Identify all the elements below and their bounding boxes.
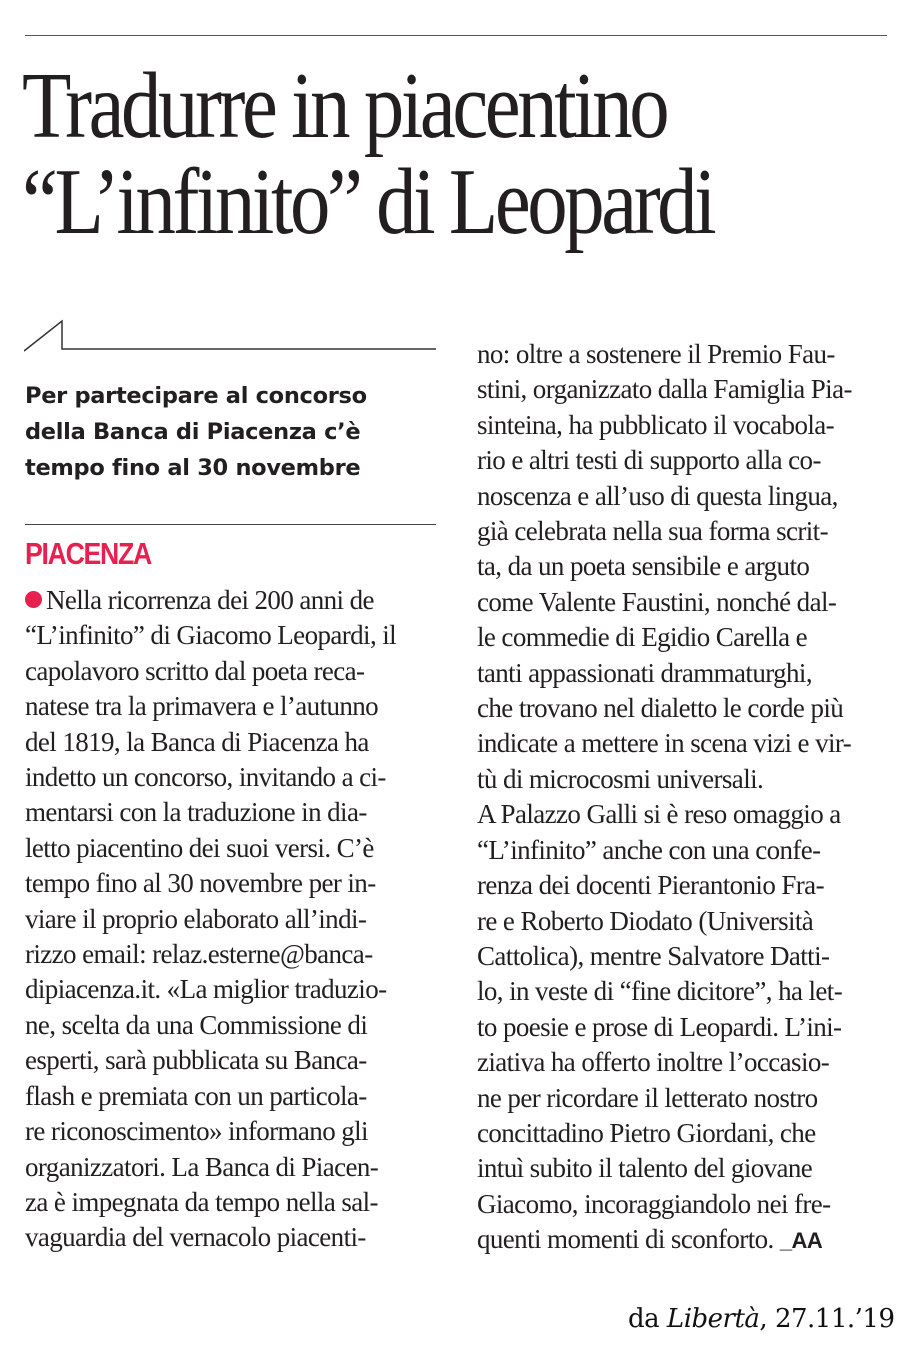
text-line: ne, scelta da una Commissione di bbox=[25, 1009, 368, 1040]
text-line: intuì subito il talento del giovane bbox=[477, 1153, 813, 1184]
text-line: che trovano nel dialetto le corde più bbox=[477, 693, 844, 724]
text-line: A Palazzo Galli si è reso omaggio a bbox=[477, 799, 841, 830]
text-line: indetto un concorso, invitando a ci- bbox=[25, 762, 386, 793]
section-label: PIACENZA bbox=[25, 536, 151, 571]
subheadline-line-3: tempo fino al 30 novembre bbox=[25, 455, 361, 481]
text-line: tempo fino al 30 novembre per in- bbox=[25, 868, 376, 899]
text-line: del 1819, la Banca di Piacenza ha bbox=[25, 726, 369, 757]
top-rule bbox=[25, 35, 887, 36]
text-line: Giacomo, incoraggiandolo nei fre- bbox=[477, 1188, 831, 1219]
text-line: come Valente Faustini, nonché dal- bbox=[477, 586, 837, 617]
source-prefix: da bbox=[628, 1304, 660, 1334]
source-note bbox=[628, 1304, 895, 1334]
text-line bbox=[25, 583, 437, 618]
text-line: esperti, sarà pubblicata su Banca- bbox=[25, 1045, 367, 1076]
headline-line-1: Tradurre in piacentino bbox=[22, 54, 667, 158]
decorative-slash-rule-icon bbox=[24, 318, 436, 352]
text-line: indicate a mettere in scena vizi e vir- bbox=[477, 728, 852, 759]
text-line: stini, organizzato dalla Famiglia Pia- bbox=[477, 374, 852, 405]
text-line: vaguardia del vernacolo piacenti- bbox=[25, 1222, 366, 1253]
text-line: renza dei docenti Pierantonio Fra- bbox=[477, 870, 824, 901]
subheadline bbox=[25, 378, 445, 486]
text-line: “L’infinito” di Giacomo Leopardi, il bbox=[25, 620, 397, 651]
subheadline-line-2: della Banca di Piacenza c’è bbox=[25, 419, 361, 445]
text-line: sinteina, ha pubblicato il vocabola- bbox=[477, 409, 835, 440]
text-line: letto piacentino dei suoi versi. C’è bbox=[25, 832, 374, 863]
text-line: viare il proprio elaborato all’indi- bbox=[25, 903, 367, 934]
text-line: mentarsi con la traduzione in dia- bbox=[25, 797, 367, 828]
text-line: re riconoscimento» informano gli bbox=[25, 1116, 368, 1147]
source-publication: Libertà bbox=[666, 1304, 760, 1334]
text-line: rio e altri testi di supporto alla co- bbox=[477, 445, 821, 476]
text-line: re e Roberto Diodato (Università bbox=[477, 905, 814, 936]
text-line: lo, in veste di “fine dicitore”, ha let- bbox=[477, 976, 843, 1007]
text-line: to poesie e prose di Leopardi. L’ini- bbox=[477, 1011, 842, 1042]
text-line: tù di microcosmi universali. bbox=[477, 763, 764, 794]
subheadline-line-1: Per partecipare al concorso bbox=[25, 383, 367, 409]
text-line: concittadino Pietro Giordani, che bbox=[477, 1117, 816, 1148]
text-line: natese tra la primavera e l’autunno bbox=[25, 691, 379, 722]
article-column-left bbox=[25, 583, 437, 1256]
article-column-right bbox=[477, 337, 887, 1259]
text-line: già celebrata nella sua forma scrit- bbox=[477, 516, 828, 547]
text-line: noscenza e all’uso di questa lingua, bbox=[477, 480, 838, 511]
text-line: no: oltre a sostenere il Premio Fau- bbox=[477, 339, 835, 369]
text-line: ne per ricordare il letterato nostro bbox=[477, 1082, 818, 1113]
source-date: , 27.11.’19 bbox=[759, 1304, 895, 1334]
lead-text: Nella ricorrenza dei 200 anni de bbox=[46, 585, 374, 615]
text-line: organizzatori. La Banca di Piacen- bbox=[25, 1151, 379, 1182]
text-line: flash e premiata con un particola- bbox=[25, 1080, 367, 1111]
text-line-last bbox=[477, 1222, 887, 1258]
last-line-text: quenti momenti di sconforto. bbox=[477, 1224, 774, 1255]
headline bbox=[22, 54, 779, 254]
author-signature: _AA bbox=[779, 1228, 823, 1254]
text-line: Cattolica), mentre Salvatore Datti- bbox=[477, 940, 830, 971]
text-line: ziativa ha offerto inoltre l’occasio- bbox=[477, 1047, 830, 1078]
text-line: capolavoro scritto dal poeta reca- bbox=[25, 655, 365, 686]
text-line: “L’infinito” anche con una confe- bbox=[477, 834, 821, 865]
text-line: rizzo email: relaz.esterne@banca- bbox=[25, 939, 373, 970]
headline-line-2: “L’infinito” di Leopardi bbox=[22, 150, 714, 254]
text-line: le commedie di Egidio Carella e bbox=[477, 622, 808, 653]
text-line: ta, da un poeta sensibile e arguto bbox=[477, 551, 810, 582]
text-line: za è impegnata da tempo nella sal- bbox=[25, 1186, 378, 1217]
text-line: dipiacenza.it. «La miglior traduzio- bbox=[25, 974, 387, 1005]
red-bullet-icon bbox=[25, 591, 42, 608]
text-line: tanti appassionati drammaturghi, bbox=[477, 657, 812, 688]
section-divider bbox=[25, 524, 436, 525]
